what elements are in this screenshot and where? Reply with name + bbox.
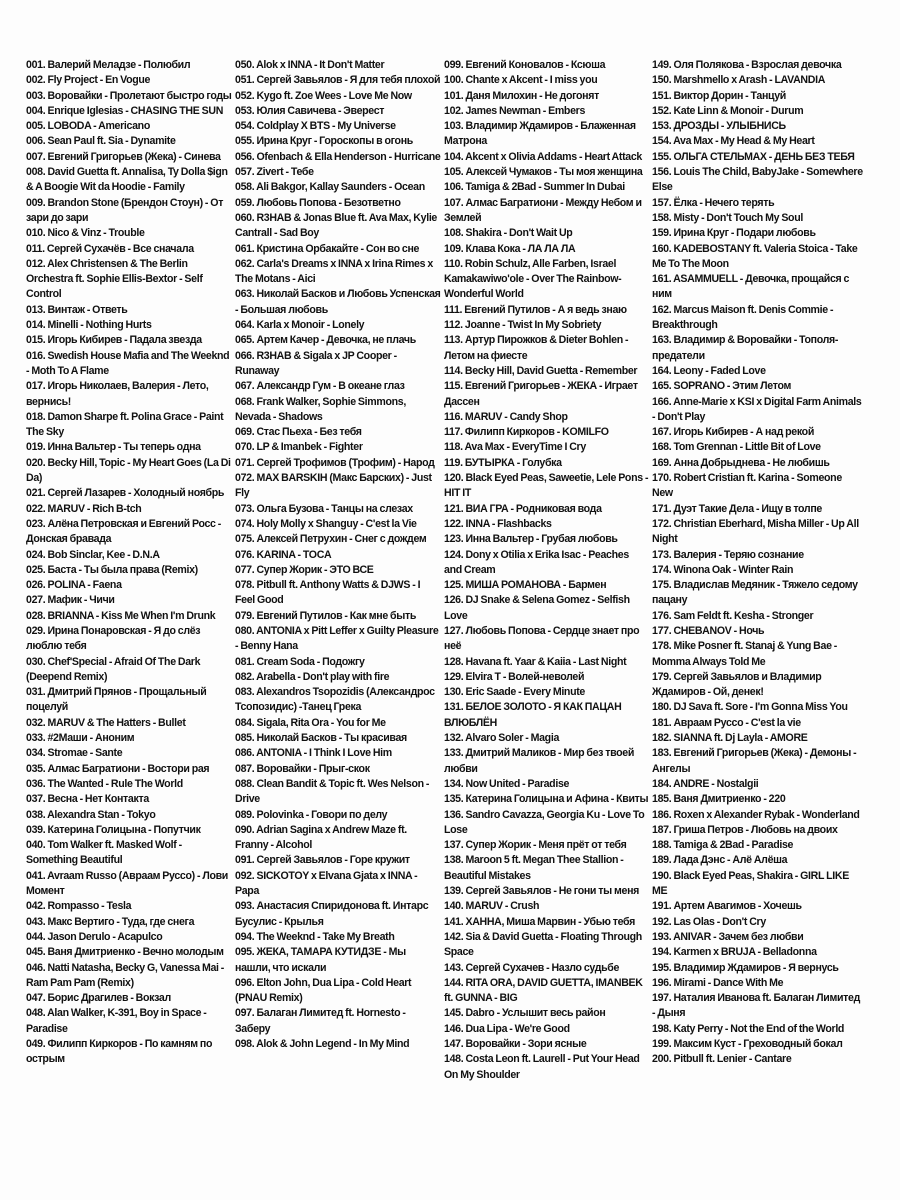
track-entry: 091. Сергей Завьялов - Горе кружит bbox=[235, 854, 410, 867]
track-entry: 038. Alexandra Stan - Tokyo bbox=[26, 808, 156, 821]
track-entry: 115. Евгений Григорьев - ЖЕКА - Играет Дассен bbox=[444, 380, 638, 408]
track-entry: 117. Филипп Киркоров - KOMILFO bbox=[444, 426, 609, 439]
track-entry: 004. Enrique Iglesias - CHASING THE SUN bbox=[26, 104, 224, 117]
track-entry: 073. Ольга Бузова - Танцы на слезах bbox=[235, 502, 413, 515]
track-entry: 060. R3HAB & Jonas Blue ft. Ava Max, Kylie Cantrall - Sad Boy bbox=[235, 211, 438, 240]
track-entry: 069. Стас Пьеха - Без тебя bbox=[235, 426, 362, 439]
track-entry: 121. ВИА ГРА - Родниковая вода bbox=[444, 502, 602, 515]
track-entry: 191. Артем Авагимов - Хочешь bbox=[652, 900, 802, 913]
track-entry: 162. Marcus Maison ft. Denis Commie - Breakthrough bbox=[652, 303, 834, 332]
track-entry: 184. ANDRE - Nostalgii bbox=[652, 777, 759, 790]
track-entry: 126. DJ Snake & Selena Gomez - Selfish Love bbox=[444, 594, 630, 622]
track-entry: 137. Супер Жорик - Меня прёт от тебя bbox=[444, 839, 627, 852]
track-entry: 144. RITA ORA, DAVID GUETTA, IMANBEK ft. GUNNA - BIG bbox=[444, 976, 643, 1005]
track-entry: 135. Катерина Голицына и Афина - Квиты bbox=[444, 793, 649, 806]
track-entry: 127. Любовь Попова - Сердце знает про неё bbox=[444, 624, 640, 653]
track-entry: 104. Akcent x Olivia Addams - Heart Attack bbox=[444, 150, 642, 163]
track-entry: 055. Ирина Круг - Гороскопы в огонь bbox=[235, 135, 413, 148]
track-entry: 106. Tamiga & 2Bad - Summer In Dubai bbox=[444, 181, 625, 194]
track-entry: 108. Shakira - Don't Wait Up bbox=[444, 227, 573, 240]
track-entry: 139. Сергей Завьялов - Не гони ты меня bbox=[444, 885, 640, 898]
track-entry: 182. SIANNA ft. Dj Layla - AMORE bbox=[652, 732, 808, 745]
track-entry: 120. Black Eyed Peas, Saweetie, Lele Pons - HIT IT bbox=[444, 472, 649, 500]
track-entry: 095. ЖЕКА, ТАМАРА КУТИДЗЕ - Мы нашли, что искали bbox=[235, 946, 406, 974]
track-entry: 080. ANTONIA x Pitt Leffer x Guilty Pleasure - Benny Hana bbox=[235, 624, 439, 653]
track-entry: 087. Воровайки - Прыг-скок bbox=[235, 762, 370, 775]
track-entry: 054. Coldplay X BTS - My Universe bbox=[235, 120, 396, 133]
track-entry: 071. Сергей Трофимов (Трофим) - Народ bbox=[235, 456, 435, 469]
track-entry: 186. Roxen x Alexander Rybak - Wonderland bbox=[652, 808, 860, 821]
track-entry: 132. Alvaro Soler - Magia bbox=[444, 732, 560, 745]
track-entry: 078. Pitbull ft. Anthony Watts & DJWS - I Feel Good bbox=[235, 579, 421, 607]
track-entry: 045. Ваня Дмитриенко - Вечно молодым bbox=[26, 946, 224, 959]
track-entry: 036. The Wanted - Rule The World bbox=[26, 777, 183, 790]
track-entry: 140. MARUV - Crush bbox=[444, 900, 540, 913]
track-entry: 147. Воровайки - Зори ясные bbox=[444, 1038, 587, 1050]
track-entry: 077. Супер Жорик - ЭТО ВСЕ bbox=[235, 563, 374, 576]
track-entry: 158. Misty - Don't Touch My Soul bbox=[652, 211, 803, 224]
track-entry: 052. Kygo ft. Zoe Wees - Love Me Now bbox=[235, 89, 412, 102]
track-entry: 001. Валерий Меладзе - Полюбил bbox=[26, 59, 191, 71]
track-entry: 178. Mike Posner ft. Stanaj & Yung Bae - Momma Always Told Me bbox=[652, 640, 837, 668]
track-entry: 119. БУТЫРКА - Голубка bbox=[444, 456, 562, 469]
track-entry: 118. Ava Max - EveryTime I Cry bbox=[444, 441, 586, 454]
track-entry: 100. Chante x Akcent - I miss you bbox=[444, 74, 598, 87]
track-entry: 102. James Newman - Embers bbox=[444, 104, 586, 117]
track-entry: 169. Анна Добрыднева - Не любишь bbox=[652, 456, 830, 469]
track-entry: 129. Elvira T - Волей-неволей bbox=[444, 670, 585, 683]
track-entry: 090. Adrian Sagina x Andrew Maze ft. Franny - Alcohol bbox=[235, 823, 407, 852]
track-entry: 181. Авраам Руссо - C'est la vie bbox=[652, 716, 801, 729]
track-entry: 021. Сергей Лазарев - Холодный ноябрь bbox=[26, 487, 225, 500]
track-entry: 016. Swedish House Mafia and The Weeknd - Moth To A Flame bbox=[26, 349, 230, 377]
track-entry: 042. Rompasso - Tesla bbox=[26, 900, 132, 913]
track-entry: 165. SOPRANO - Этим Летом bbox=[652, 380, 791, 393]
track-entry: 034. Stromae - Sante bbox=[26, 747, 123, 760]
track-entry: 149. Оля Полякова - Взрослая девочка bbox=[652, 59, 842, 71]
track-entry: 188. Tamiga & 2Bad - Paradise bbox=[652, 839, 794, 852]
track-entry: 059. Любовь Попова - Безответно bbox=[235, 196, 401, 209]
track-entry: 107. Алмас Багратиони - Между Небом и Землей bbox=[444, 196, 642, 224]
track-entry: 026. POLINA - Faena bbox=[26, 579, 122, 592]
track-entry: 047. Борис Драгилев - Вокзал bbox=[26, 992, 171, 1005]
track-entry: 019. Инна Вальтер - Ты теперь одна bbox=[26, 441, 201, 454]
track-entry: 199. Максим Куст - Греховодный бокал bbox=[652, 1038, 843, 1050]
track-entry: 196. Mirami - Dance With Me bbox=[652, 976, 784, 989]
track-entry: 141. ХАННА, Миша Марвин - Убью тебя bbox=[444, 915, 635, 928]
track-entry: 058. Ali Bakgor, Kallay Saunders - Ocean bbox=[235, 181, 425, 194]
track-entry: 086. ANTONIA - I Think I Love Him bbox=[235, 747, 392, 760]
track-entry: 041. Avraam Russo (Авраам Руссо) - Лови Момент bbox=[26, 869, 228, 898]
track-entry: 185. Ваня Дмитриенко - 220 bbox=[652, 793, 786, 806]
track-entry: 050. Alok x INNA - It Don't Matter bbox=[235, 59, 385, 71]
track-entry: 197. Наталия Иванова ft. Балаган Лимитед - Дыня bbox=[652, 992, 860, 1020]
track-entry: 074. Holy Molly x Shanguy - C'est la Vie bbox=[235, 517, 417, 530]
track-entry: 174. Winona Oak - Winter Rain bbox=[652, 563, 794, 576]
tracklist-column-2 bbox=[235, 58, 440, 1052]
track-entry: 159. Ирина Круг - Подари любовь bbox=[652, 227, 816, 240]
track-entry: 187. Гриша Петров - Любовь на двоих bbox=[652, 823, 838, 836]
track-entry: 194. Karmen x BRUJA - Belladonna bbox=[652, 946, 817, 959]
track-entry: 018. Damon Sharpe ft. Polina Grace - Paint The Sky bbox=[26, 410, 224, 439]
track-entry: 010. Nico & Vinz - Trouble bbox=[26, 227, 145, 240]
track-entry: 156. Louis The Child, BabyJake - Somewhere Else bbox=[652, 166, 863, 194]
track-entry: 008. David Guetta ft. Annalisa, Ty Dolla $ign & A Boogie Wit da Hoodie - Family bbox=[26, 166, 228, 194]
track-entry: 099. Евгений Коновалов - Ксюша bbox=[444, 59, 606, 71]
track-entry: 024. Bob Sinclar, Kee - D.N.A bbox=[26, 548, 160, 561]
track-entry: 037. Весна - Нет Контакта bbox=[26, 793, 149, 806]
track-entry: 046. Natti Natasha, Becky G, Vanessa Mai - Ram Pam Pam (Remix) bbox=[26, 961, 224, 989]
track-entry: 031. Дмитрий Прянов - Прощальный поцелуй bbox=[26, 686, 207, 714]
track-entry: 044. Jason Derulo - Acapulco bbox=[26, 930, 163, 943]
track-entry: 130. Eric Saade - Every Minute bbox=[444, 686, 585, 699]
track-entry: 125. МИША РОМАНОВА - Бармен bbox=[444, 579, 607, 592]
track-entry: 092. SICKOTOY x Elvana Gjata x INNA - Papa bbox=[235, 869, 418, 898]
track-entry: 177. CHEBANOV - Ночь bbox=[652, 624, 765, 637]
track-entry: 012. Alex Christensen & The Berlin Orchestra ft. Sophie Ellis-Bextor - Self Control bbox=[26, 257, 203, 301]
track-entry: 143. Сергей Сухачев - Назло судьбе bbox=[444, 961, 620, 974]
track-entry: 076. KARINA - TOCA bbox=[235, 548, 332, 561]
track-entry: 134. Now United - Paradise bbox=[444, 777, 570, 790]
track-entry: 014. Minelli - Nothing Hurts bbox=[26, 319, 152, 332]
track-entry: 057. Zivert - Тебе bbox=[235, 166, 314, 179]
track-entry: 163. Владимир & Воровайки - Тополя-предатели bbox=[652, 334, 839, 362]
track-entry: 164. Leony - Faded Love bbox=[652, 364, 766, 377]
track-entry: 033. #2Маши - Аноним bbox=[26, 732, 135, 745]
track-entry: 063. Николай Басков и Любовь Успенская - Большая любовь bbox=[235, 288, 441, 316]
track-entry: 128. Havana ft. Yaar & Kaiia - Last Night bbox=[444, 655, 627, 668]
track-entry: 023. Алёна Петровская и Евгений Росс - Донская бравада bbox=[26, 517, 221, 546]
track-entry: 150. Marshmello x Arash - LAVANDIA bbox=[652, 74, 826, 87]
track-entry: 075. Алексей Петрухин - Снег с дождем bbox=[235, 533, 427, 546]
track-entry: 035. Алмас Багратиони - Востори рая bbox=[26, 762, 210, 775]
track-entry: 067. Александр Гум - В океане глаз bbox=[235, 380, 405, 393]
track-entry: 148. Costa Leon ft. Laurell - Put Your Head On My Shoulder bbox=[444, 1053, 640, 1081]
track-entry: 028. BRIANNA - Kiss Me When I'm Drunk bbox=[26, 609, 216, 622]
track-entry: 051. Сергей Завьялов - Я для тебя плохой bbox=[235, 74, 441, 87]
track-entry: 114. Becky Hill, David Guetta - Remember bbox=[444, 364, 638, 377]
track-entry: 005. LOBODA - Americano bbox=[26, 120, 150, 133]
track-entry: 096. Elton John, Dua Lipa - Cold Heart (PNAU Remix) bbox=[235, 976, 412, 1005]
track-entry: 081. Cream Soda - Подожгу bbox=[235, 655, 365, 668]
track-entry: 032. MARUV & The Hatters - Bullet bbox=[26, 716, 186, 729]
track-entry: 020. Becky Hill, Topic - My Heart Goes (La Di Da) bbox=[26, 456, 231, 485]
track-entry: 173. Валерия - Теряю сознание bbox=[652, 548, 804, 561]
track-entry: 006. Sean Paul ft. Sia - Dynamite bbox=[26, 135, 176, 148]
track-entry: 113. Артур Пирожков & Dieter Bohlen - Летом на фиесте bbox=[444, 334, 629, 362]
track-entry: 172. Christian Eberhard, Misha Miller - Up All Night bbox=[652, 517, 859, 546]
track-entry: 022. MARUV - Rich B-tch bbox=[26, 502, 142, 515]
tracklist-column-4 bbox=[652, 58, 862, 1068]
track-entry: 015. Игорь Кибирев - Падала звезда bbox=[26, 334, 202, 347]
track-entry: 131. БЕЛОЕ ЗОЛОТО - Я КАК ПАЦАН ВЛЮБЛЁН bbox=[444, 701, 622, 729]
track-entry: 151. Виктор Дорин - Танцуй bbox=[652, 89, 786, 102]
track-entry: 105. Алексей Чумаков - Ты моя женщина bbox=[444, 166, 643, 179]
tracklist-column-1 bbox=[26, 58, 231, 1068]
track-entry: 072. MAX BARSKIH (Макс Барских) - Just Fly bbox=[235, 472, 432, 500]
track-entry: 093. Анастасия Спиридонова ft. Интарс Бусулис - Крылья bbox=[235, 900, 429, 928]
track-entry: 043. Макс Вертиго - Туда, где снега bbox=[26, 915, 195, 928]
track-entry: 200. Pitbull ft. Lenier - Cantare bbox=[652, 1053, 792, 1066]
track-entry: 053. Юлия Савичева - Эверест bbox=[235, 104, 385, 117]
track-entry: 176. Sam Feldt ft. Kesha - Stronger bbox=[652, 609, 814, 622]
track-entry: 089. Polovinka - Говори по делу bbox=[235, 808, 388, 821]
track-entry: 157. Ёлка - Нечего терять bbox=[652, 196, 775, 209]
tracklist-column-3 bbox=[444, 58, 648, 1083]
track-entry: 111. Евгений Путилов - А я ведь знаю bbox=[444, 303, 627, 316]
track-entry: 011. Сергей Сухачёв - Все сначала bbox=[26, 242, 194, 255]
track-entry: 190. Black Eyed Peas, Shakira - GIRL LIKE ME bbox=[652, 869, 849, 898]
track-entry: 030. Chef'Special - Afraid Of The Dark (Deepend Remix) bbox=[26, 655, 201, 683]
track-entry: 103. Владимир Ждамиров - Блаженная Матрона bbox=[444, 120, 636, 148]
track-entry: 168. Tom Grennan - Little Bit of Love bbox=[652, 441, 821, 454]
track-entry: 017. Игорь Николаев, Валерия - Лето, вернись! bbox=[26, 380, 209, 408]
track-entry: 112. Joanne - Twist In My Sobriety bbox=[444, 319, 602, 332]
track-entry: 027. Мафик - Чичи bbox=[26, 594, 115, 607]
track-entry: 003. Воровайки - Пролетают быстро годы bbox=[26, 89, 232, 102]
track-entry: 094. The Weeknd - Take My Breath bbox=[235, 930, 395, 943]
track-entry: 064. Karla x Monoir - Lonely bbox=[235, 319, 365, 332]
track-entry: 193. ANIVAR - Зачем без любви bbox=[652, 930, 804, 943]
track-entry: 110. Robin Schulz, Alle Farben, Israel Kamakawiwo'ole - Over The Rainbow-Wonderful World bbox=[444, 257, 622, 301]
track-entry: 061. Кристина Орбакайте - Сон во сне bbox=[235, 242, 420, 255]
track-entry: 133. Дмитрий Маликов - Мир без твоей любви bbox=[444, 747, 635, 775]
track-entry: 068. Frank Walker, Sophie Simmons, Nevada - Shadows bbox=[235, 395, 406, 423]
track-entry: 195. Владимир Ждамиров - Я вернусь bbox=[652, 961, 839, 974]
track-entry: 167. Игорь Кибирев - А над рекой bbox=[652, 426, 815, 439]
track-entry: 116. MARUV - Candy Shop bbox=[444, 410, 568, 423]
track-entry: 154. Ava Max - My Head & My Heart bbox=[652, 135, 815, 148]
track-entry: 146. Dua Lipa - We're Good bbox=[444, 1022, 570, 1035]
track-entry: 013. Винтаж - Ответь bbox=[26, 303, 128, 316]
track-entry: 175. Владислав Медяник - Тяжело седому пацану bbox=[652, 579, 858, 607]
track-entry: 109. Клава Кока - ЛА ЛА ЛА bbox=[444, 242, 576, 255]
track-entry: 180. DJ Sava ft. Sore - I'm Gonna Miss You bbox=[652, 701, 848, 714]
track-entry: 145. Dabro - Услышит весь район bbox=[444, 1007, 606, 1020]
track-entry: 070. LP & Imanbek - Fighter bbox=[235, 441, 363, 454]
track-entry: 161. ASAMMUELL - Девочка, прощайся с ним bbox=[652, 273, 850, 301]
track-entry: 179. Сергей Завьялов и Владимир Ждамиров - Ой, денек! bbox=[652, 670, 822, 699]
track-entry: 002. Fly Project - En Vogue bbox=[26, 74, 151, 87]
track-entry: 049. Филипп Киркоров - По камням по острым bbox=[26, 1038, 213, 1066]
track-entry: 171. Дуэт Такие Дела - Ищу в толпе bbox=[652, 502, 822, 515]
track-entry: 056. Ofenbach & Ella Henderson - Hurricane bbox=[235, 150, 441, 163]
track-entry: 007. Евгений Григорьев (Жека) - Синева bbox=[26, 150, 221, 163]
track-entry: 198. Katy Perry - Not the End of the World bbox=[652, 1022, 845, 1035]
track-entry: 082. Arabella - Don't play with fire bbox=[235, 670, 390, 683]
track-entry: 160. KADEBOSTANY ft. Valeria Stoica - Take Me To The Moon bbox=[652, 242, 858, 270]
track-entry: 088. Clean Bandit & Topic ft. Wes Nelson - Drive bbox=[235, 777, 430, 806]
track-entry: 166. Anne-Marie x KSI x Digital Farm Animals - Don't Play bbox=[652, 395, 862, 423]
track-entry: 136. Sandro Cavazza, Georgia Ku - Love To Lose bbox=[444, 808, 645, 836]
track-entry: 189. Лада Дэнс - Алё Алёша bbox=[652, 854, 788, 867]
track-entry: 083. Alexandros Tsopozidis (Александрос Тсопозидис) -Танец Грека bbox=[235, 686, 435, 714]
track-entry: 062. Carla's Dreams x INNA x Irina Rimes x The Motans - Aici bbox=[235, 257, 433, 286]
track-entry: 123. Инна Вальтер - Грубая любовь bbox=[444, 533, 618, 546]
track-entry: 066. R3HAB & Sigala x JP Cooper - Runaway bbox=[235, 349, 397, 377]
track-entry: 122. INNA - Flashbacks bbox=[444, 517, 552, 530]
track-entry: 155. ОЛЬГА СТЕЛЬМАХ - ДЕНЬ БЕЗ ТЕБЯ bbox=[652, 150, 855, 163]
track-entry: 029. Ирина Понаровская - Я до слёз люблю тебя bbox=[26, 624, 201, 653]
track-entry: 085. Николай Басков - Ты красивая bbox=[235, 732, 407, 745]
track-entry: 170. Robert Cristian ft. Karina - Someone New bbox=[652, 472, 842, 500]
track-entry: 124. Dony x Otilia x Erika Isac - Peaches and Cream bbox=[444, 548, 629, 576]
track-entry: 098. Alok & John Legend - In My Mind bbox=[235, 1038, 410, 1050]
track-entry: 065. Артем Качер - Девочка, не плачь bbox=[235, 334, 416, 347]
track-entry: 192. Las Olas - Don't Cry bbox=[652, 915, 766, 928]
track-entry: 183. Евгений Григорьев (Жека) - Демоны - Ангелы bbox=[652, 747, 857, 775]
track-entry: 025. Баста - Ты была права (Remix) bbox=[26, 563, 198, 576]
track-entry: 039. Катерина Голицына - Попутчик bbox=[26, 823, 201, 836]
track-entry: 079. Евгений Путилов - Как мне быть bbox=[235, 609, 417, 622]
track-entry: 009. Brandon Stone (Брендон Стоун) - От зари до зари bbox=[26, 196, 224, 224]
track-entry: 142. Sia & David Guetta - Floating Through Space bbox=[444, 930, 642, 959]
track-entry: 138. Maroon 5 ft. Megan Thee Stallion - Beautiful Mistakes bbox=[444, 854, 624, 882]
track-entry: 040. Tom Walker ft. Masked Wolf - Something Beautiful bbox=[26, 839, 182, 867]
track-entry: 101. Даня Милохин - Не догонят bbox=[444, 89, 599, 102]
track-entry: 153. ДРОЗДЫ - УЛЫБНИСЬ bbox=[652, 120, 786, 133]
track-entry: 152. Kate Linn & Monoir - Durum bbox=[652, 104, 804, 117]
track-entry: 048. Alan Walker, K-391, Boy in Space - Paradise bbox=[26, 1007, 207, 1035]
track-entry: 097. Балаган Лимитед ft. Hornesto - Заберу bbox=[235, 1007, 406, 1035]
track-entry: 084. Sigala, Rita Ora - You for Me bbox=[235, 716, 386, 729]
